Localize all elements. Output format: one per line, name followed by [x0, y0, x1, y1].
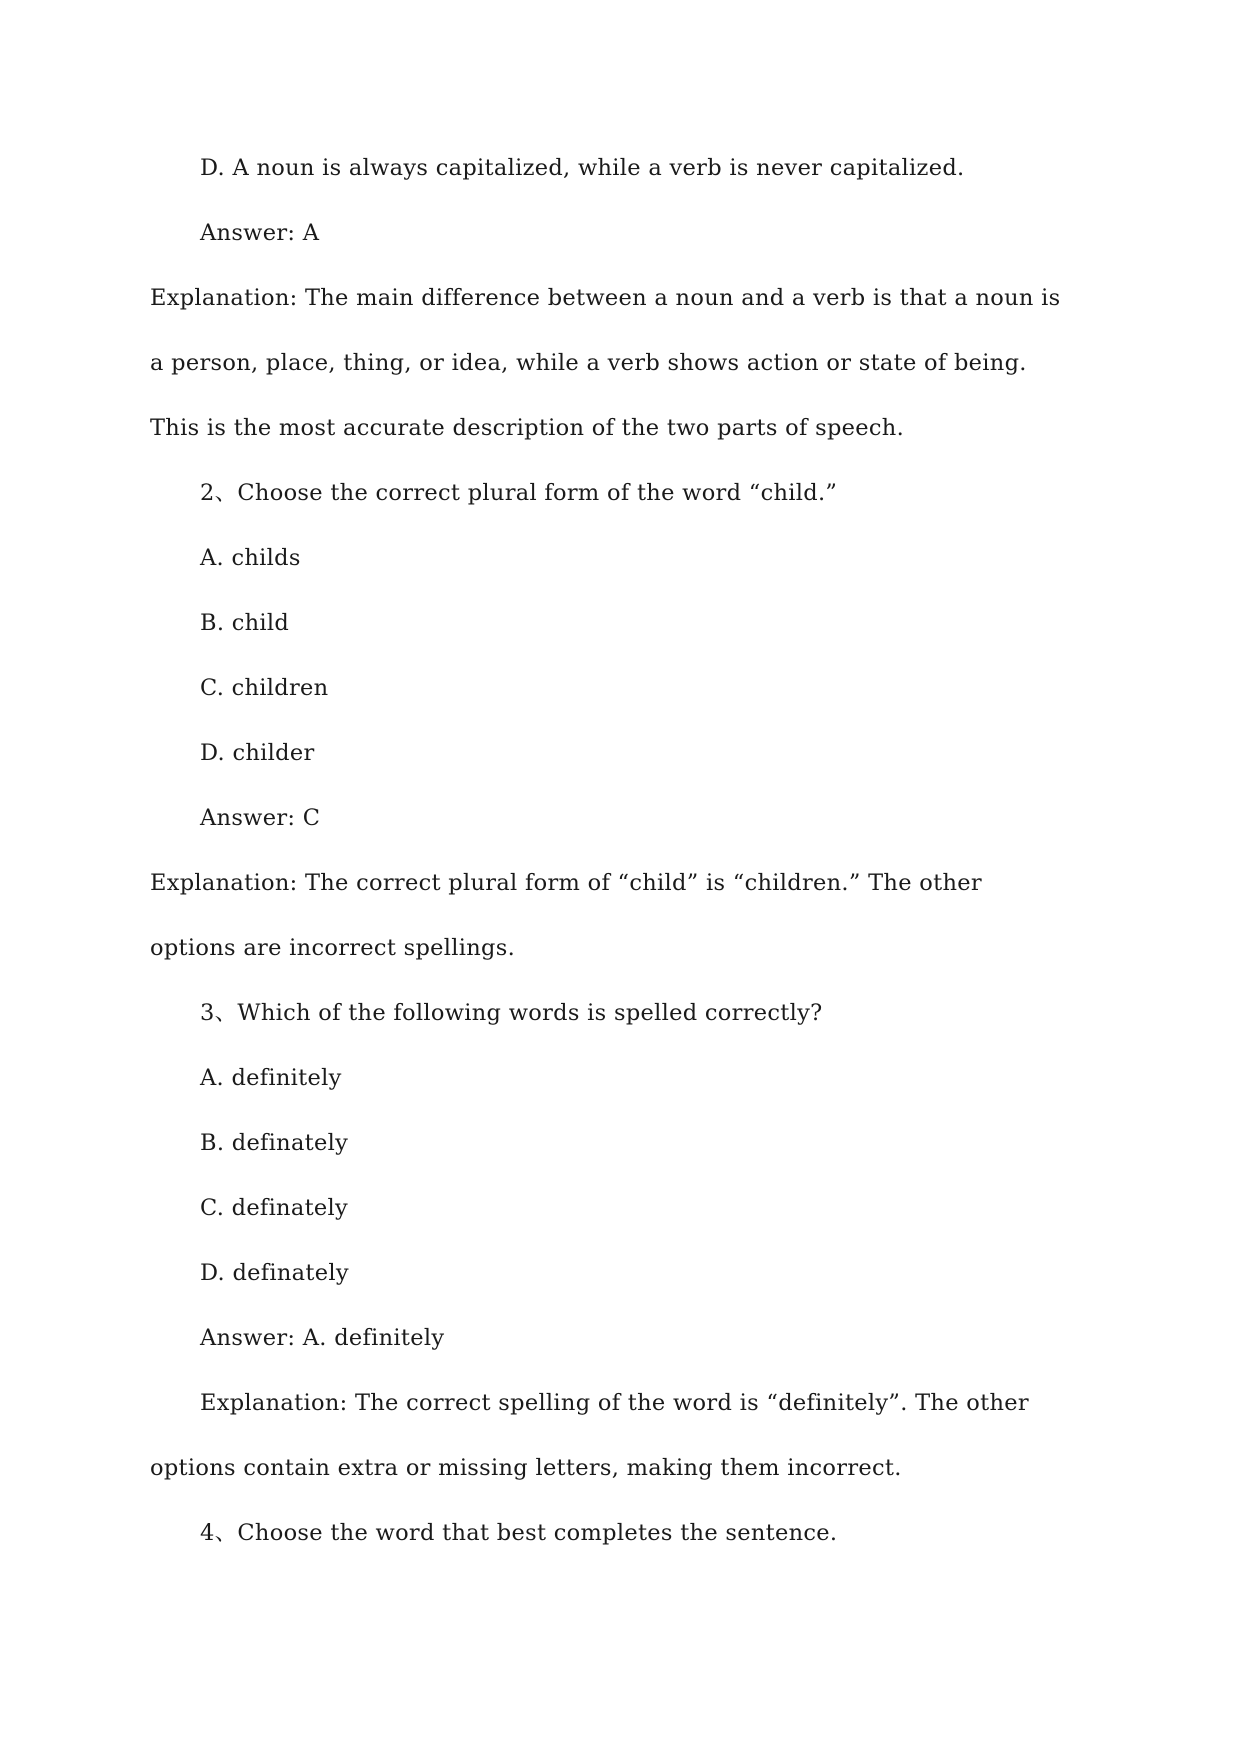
q2-explanation-line-2: options are incorrect spellings. — [150, 935, 516, 961]
q3-option-a: A. definitely — [200, 1065, 342, 1091]
q2-explanation-line-1: Explanation: The correct plural form of “child” is “children.” The other — [150, 870, 982, 896]
q3-explanation-line-2: options contain extra or missing letters, making them incorrect. — [150, 1455, 902, 1481]
q2-option-a: A. childs — [200, 545, 301, 571]
q4-question: 4、Choose the word that best completes the sentence. — [200, 1520, 838, 1546]
q3-explanation-line-1: Explanation: The correct spelling of the word is “definitely”. The other — [200, 1390, 1029, 1416]
q3-option-c: C. definately — [200, 1195, 349, 1221]
q1-explanation-line-2: a person, place, thing, or idea, while a verb shows action or state of being. — [150, 350, 1027, 376]
q1-answer: Answer: A — [200, 220, 320, 246]
q1-explanation-line-3: This is the most accurate description of the two parts of speech. — [150, 415, 905, 441]
q2-option-d: D. childer — [200, 740, 315, 766]
q1-option-d: D. A noun is always capitalized, while a verb is never capitalized. — [200, 155, 965, 181]
q2-question: 2、Choose the correct plural form of the word “child.” — [200, 480, 838, 506]
q3-question: 3、Which of the following words is spelled correctly? — [200, 1000, 823, 1026]
q3-option-b: B. definately — [200, 1130, 349, 1156]
q3-answer: Answer: A. definitely — [200, 1325, 445, 1351]
q1-explanation-line-1: Explanation: The main difference between a noun and a verb is that a noun is — [150, 285, 1061, 311]
q2-option-c: C. children — [200, 675, 329, 701]
q3-option-d: D. definately — [200, 1260, 349, 1286]
q2-answer: Answer: C — [200, 805, 321, 831]
q2-option-b: B. child — [200, 610, 290, 636]
